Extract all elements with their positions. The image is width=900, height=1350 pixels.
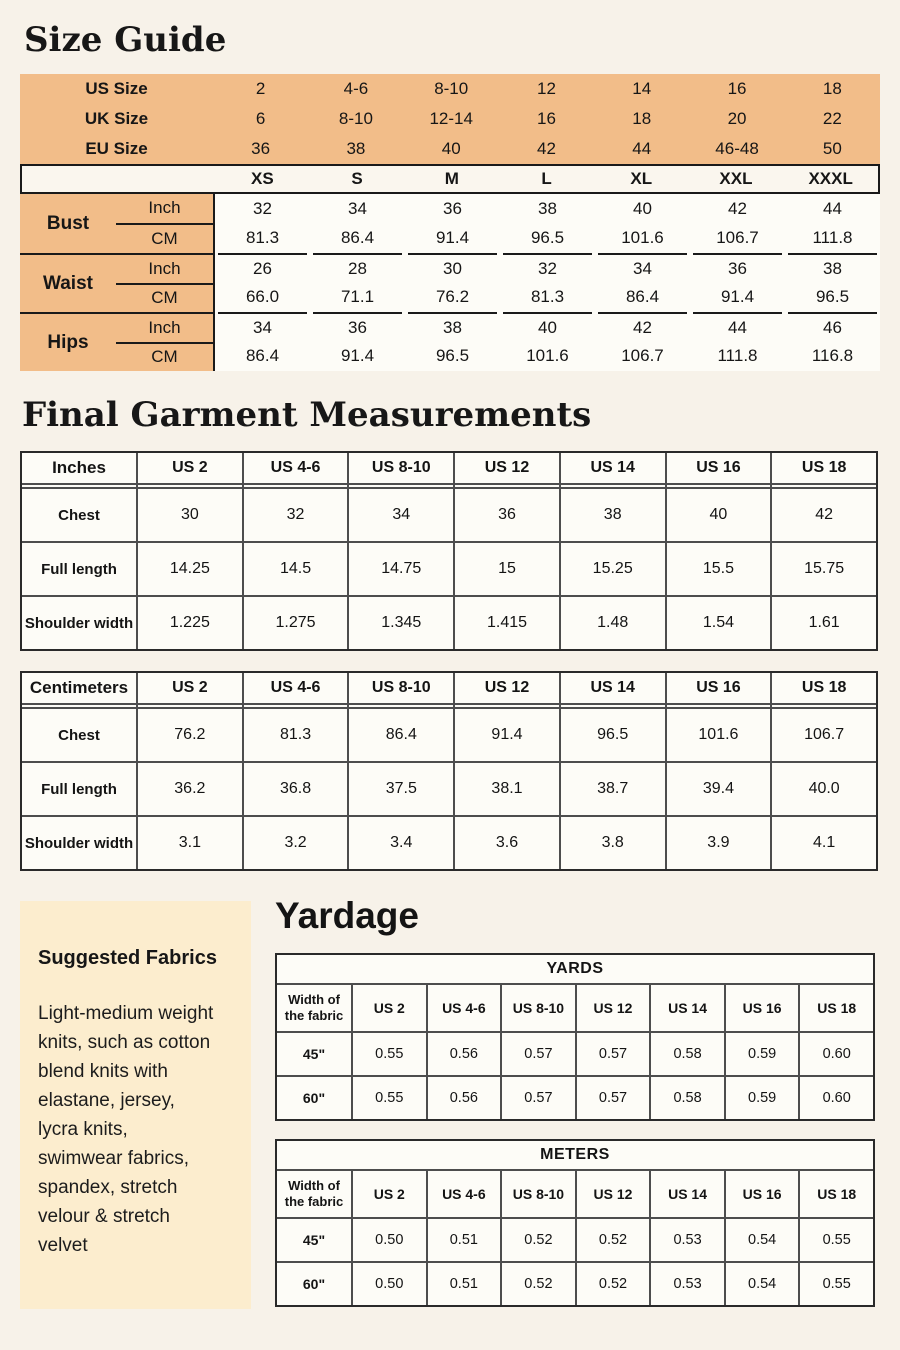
bust-inch-value-3: 38 bbox=[538, 198, 557, 218]
fgm-inches-shoulder-0: 1.225 bbox=[138, 597, 242, 649]
bust-section bbox=[20, 194, 880, 253]
bust-cm-unit-label: CM bbox=[151, 228, 178, 248]
bust-inch-value-6: 44 bbox=[823, 198, 842, 218]
waist-inch-value-3: 32 bbox=[503, 253, 592, 283]
fgm-cm-col-3: US 12 bbox=[455, 673, 559, 703]
meters-45-value-2: 0.52 bbox=[502, 1219, 575, 1261]
fabric-line-8: velvet bbox=[38, 1235, 88, 1256]
waist-cm-unit-label: CM bbox=[151, 288, 178, 308]
fgm-inches-shoulder-label: Shoulder width bbox=[22, 597, 136, 649]
fgm-inches-full-length-6: 15.75 bbox=[772, 543, 876, 595]
us-size-label: US Size bbox=[85, 79, 148, 98]
fabric-line-5: swimwear fabrics, bbox=[38, 1148, 189, 1169]
hips-inch-unit-label: Inch bbox=[116, 314, 213, 344]
yards-col-0: US 2 bbox=[353, 985, 426, 1031]
meters-45-value-4: 0.53 bbox=[651, 1219, 724, 1261]
yardage-column bbox=[275, 895, 875, 1307]
uk-size-value-5: 20 bbox=[727, 109, 747, 128]
fgm-inches-col-5: US 16 bbox=[667, 453, 771, 483]
table-divider-segment bbox=[244, 705, 348, 707]
yards-60-value-3: 0.57 bbox=[577, 1077, 650, 1119]
eu-size-value-6: 50 bbox=[822, 139, 842, 158]
meters-table bbox=[275, 1139, 875, 1307]
fabric-line-6: spandex, stretch bbox=[38, 1177, 178, 1198]
fgm-inches-col-6: US 18 bbox=[772, 453, 876, 483]
eu-size-value-4: 44 bbox=[632, 139, 652, 158]
hips-inch-value-0: 34 bbox=[218, 312, 307, 342]
meters-col-5: US 16 bbox=[726, 1171, 799, 1217]
hips-units bbox=[116, 312, 213, 371]
hips-cm-value-6: 116.8 bbox=[811, 346, 854, 366]
fgm-inches-full-length-4: 15.25 bbox=[561, 543, 665, 595]
bust-inch-value-4: 40 bbox=[633, 198, 652, 218]
waist-label: Waist bbox=[20, 253, 116, 312]
fgm-cm-col-0: US 2 bbox=[138, 673, 242, 703]
meters-60-value-3: 0.52 bbox=[577, 1263, 650, 1305]
hips-inch-row bbox=[215, 312, 880, 342]
meters-col-6: US 18 bbox=[800, 1171, 873, 1217]
fgm-cm-chest-4: 96.5 bbox=[561, 709, 665, 761]
fgm-cm-full-length-2: 37.5 bbox=[349, 763, 453, 815]
fgm-inches-chest-4: 38 bbox=[561, 489, 665, 541]
uk-size-row bbox=[20, 104, 880, 134]
yards-corner: Width of the fabric bbox=[277, 985, 351, 1031]
bust-cm-value-3: 96.5 bbox=[530, 228, 565, 248]
fgm-inches-table bbox=[20, 451, 878, 651]
fgm-cm-shoulder-0: 3.1 bbox=[138, 817, 242, 869]
eu-size-values bbox=[213, 139, 880, 159]
eu-size-value-0: 36 bbox=[251, 139, 271, 158]
fgm-cm-shoulder-1: 3.2 bbox=[244, 817, 348, 869]
fgm-inches-chest-2: 34 bbox=[349, 489, 453, 541]
hips-values bbox=[213, 312, 880, 371]
fgm-inches-chest-5: 40 bbox=[667, 489, 771, 541]
waist-cm-row bbox=[215, 283, 880, 313]
fgm-inches-shoulder-5: 1.54 bbox=[667, 597, 771, 649]
waist-values bbox=[213, 253, 880, 312]
yards-45-value-6: 0.60 bbox=[800, 1033, 873, 1075]
fgm-cm-shoulder-label: Shoulder width bbox=[22, 817, 136, 869]
fgm-inches-full-length-5: 15.5 bbox=[667, 543, 771, 595]
waist-inch-value-0: 26 bbox=[218, 253, 307, 283]
yards-45-value-3: 0.57 bbox=[577, 1033, 650, 1075]
fgm-inches-shoulder-6: 1.61 bbox=[772, 597, 876, 649]
waist-cm-value-3: 81.3 bbox=[530, 287, 565, 307]
table-divider-segment bbox=[667, 705, 771, 707]
yards-45-value-4: 0.58 bbox=[651, 1033, 724, 1075]
fgm-inches-shoulder-3: 1.415 bbox=[455, 597, 559, 649]
meters-corner: Width of the fabric bbox=[277, 1171, 351, 1217]
waist-cm-value-6: 96.5 bbox=[815, 287, 850, 307]
hips-cm-value-4: 106.7 bbox=[621, 346, 664, 366]
fgm-cm-chest-1: 81.3 bbox=[244, 709, 348, 761]
eu-size-row bbox=[20, 134, 880, 164]
fgm-cm-shoulder-2: 3.4 bbox=[349, 817, 453, 869]
uk-size-value-2: 12-14 bbox=[429, 109, 473, 128]
bust-label: Bust bbox=[20, 194, 116, 253]
uk-size-value-4: 18 bbox=[632, 109, 652, 128]
fgm-cm-col-1: US 4-6 bbox=[244, 673, 348, 703]
meters-60-value-5: 0.54 bbox=[726, 1263, 799, 1305]
waist-inch-value-5: 36 bbox=[693, 253, 782, 283]
fgm-inches-chest-3: 36 bbox=[455, 489, 559, 541]
bust-inch-value-0: 32 bbox=[253, 198, 272, 218]
meters-45-value-1: 0.51 bbox=[428, 1219, 501, 1261]
meters-45-value-3: 0.52 bbox=[577, 1219, 650, 1261]
fgm-inches-chest-6: 42 bbox=[772, 489, 876, 541]
fgm-cm-chest-3: 91.4 bbox=[455, 709, 559, 761]
meters-col-1: US 4-6 bbox=[428, 1171, 501, 1217]
size-letter-3: L bbox=[541, 169, 552, 188]
waist-inch-value-6: 38 bbox=[788, 253, 877, 283]
table-divider-segment bbox=[455, 485, 559, 487]
size-letters-values bbox=[215, 169, 878, 189]
yards-60-value-4: 0.58 bbox=[651, 1077, 724, 1119]
yards-col-5: US 16 bbox=[726, 985, 799, 1031]
size-letter-1: S bbox=[351, 169, 363, 188]
meters-60-value-2: 0.52 bbox=[502, 1263, 575, 1305]
fgm-cm-chest-5: 101.6 bbox=[667, 709, 771, 761]
meters-60-value-1: 0.51 bbox=[428, 1263, 501, 1305]
fgm-cm-col-5: US 16 bbox=[667, 673, 771, 703]
meters-col-3: US 12 bbox=[577, 1171, 650, 1217]
fgm-inches-chest-1: 32 bbox=[244, 489, 348, 541]
bust-inch-unit-label: Inch bbox=[116, 194, 213, 225]
waist-inch-value-1: 28 bbox=[313, 253, 402, 283]
us-size-value-5: 16 bbox=[727, 79, 747, 98]
size-letters-row bbox=[20, 164, 880, 194]
fabric-line-4: lycra knits, bbox=[38, 1119, 128, 1140]
fgm-inches-full-length-0: 14.25 bbox=[138, 543, 242, 595]
bust-cm-value-5: 106.7 bbox=[716, 228, 759, 248]
waist-cm-value-5: 91.4 bbox=[720, 287, 755, 307]
fgm-inches-full-length-label: Full length bbox=[22, 543, 136, 595]
fabric-line-7: velour & stretch bbox=[38, 1206, 170, 1227]
fabric-line-1: knits, such as cotton bbox=[38, 1032, 211, 1053]
yards-60-value-6: 0.60 bbox=[800, 1077, 873, 1119]
fgm-cm-chest-label: Chest bbox=[22, 709, 136, 761]
hips-cm-row bbox=[215, 342, 880, 372]
waist-cm-value-4: 86.4 bbox=[625, 287, 660, 307]
fgm-cm-chest-2: 86.4 bbox=[349, 709, 453, 761]
table-divider-segment bbox=[349, 485, 453, 487]
uk-size-value-3: 16 bbox=[537, 109, 556, 128]
us-size-value-0: 2 bbox=[255, 79, 266, 98]
uk-size-value-1: 8-10 bbox=[338, 109, 373, 128]
page-title: Size Guide bbox=[24, 20, 227, 60]
suggested-fabrics-text bbox=[38, 999, 237, 1260]
fgm-inches-shoulder-2: 1.345 bbox=[349, 597, 453, 649]
fgm-cm-full-length-5: 39.4 bbox=[667, 763, 771, 815]
fgm-cm-chest-6: 106.7 bbox=[772, 709, 876, 761]
fgm-cm-full-length-3: 38.1 bbox=[455, 763, 559, 815]
fgm-cm-full-length-0: 36.2 bbox=[138, 763, 242, 815]
eu-size-value-1: 38 bbox=[346, 139, 366, 158]
uk-size-values bbox=[213, 109, 880, 129]
meters-col-2: US 8-10 bbox=[502, 1171, 575, 1217]
yards-45-value-1: 0.56 bbox=[428, 1033, 501, 1075]
fgm-inches-col-0: US 2 bbox=[138, 453, 242, 483]
meters-60-value-0: 0.50 bbox=[353, 1263, 426, 1305]
waist-section bbox=[20, 253, 880, 312]
uk-size-label: UK Size bbox=[84, 109, 149, 128]
fgm-inches-col-4: US 14 bbox=[561, 453, 665, 483]
us-size-row bbox=[20, 74, 880, 104]
size-letter-0: XS bbox=[251, 169, 274, 188]
bust-cm-value-4: 101.6 bbox=[621, 228, 664, 248]
fgm-cm-full-length-label: Full length bbox=[22, 763, 136, 815]
fgm-cm-col-2: US 8-10 bbox=[349, 673, 453, 703]
bottom-section bbox=[20, 895, 880, 1309]
hips-cm-value-1: 91.4 bbox=[340, 346, 375, 366]
fgm-inches-shoulder-4: 1.48 bbox=[561, 597, 665, 649]
bust-cm-value-2: 91.4 bbox=[435, 228, 470, 248]
fgm-inches-full-length-2: 14.75 bbox=[349, 543, 453, 595]
table-divider-segment bbox=[561, 705, 665, 707]
meters-60-value-4: 0.53 bbox=[651, 1263, 724, 1305]
table-divider-segment bbox=[138, 705, 242, 707]
fgm-cm-full-length-6: 40.0 bbox=[772, 763, 876, 815]
fgm-inches-col-3: US 12 bbox=[455, 453, 559, 483]
fgm-inches-chest-label: Chest bbox=[22, 489, 136, 541]
bust-values bbox=[213, 194, 880, 253]
yards-45-label: 45" bbox=[277, 1033, 351, 1075]
bust-units bbox=[116, 194, 213, 253]
hips-inch-value-3: 40 bbox=[503, 312, 592, 342]
meters-60-label: 60" bbox=[277, 1263, 351, 1305]
bust-cm-row bbox=[215, 224, 880, 254]
fgm-inches-full-length-1: 14.5 bbox=[244, 543, 348, 595]
fgm-cm-full-length-1: 36.8 bbox=[244, 763, 348, 815]
eu-size-value-5: 46-48 bbox=[715, 139, 759, 158]
size-letter-4: XL bbox=[630, 169, 653, 188]
waist-cm-value-0: 66.0 bbox=[245, 287, 280, 307]
us-size-value-1: 4-6 bbox=[343, 79, 369, 98]
fgm-cm-shoulder-6: 4.1 bbox=[772, 817, 876, 869]
bust-cm-value-1: 86.4 bbox=[340, 228, 375, 248]
meters-45-value-5: 0.54 bbox=[726, 1219, 799, 1261]
yards-45-value-2: 0.57 bbox=[502, 1033, 575, 1075]
table-divider-segment bbox=[22, 485, 136, 487]
hips-cm-value-0: 86.4 bbox=[245, 346, 280, 366]
table-divider-segment bbox=[772, 705, 876, 707]
fgm-inches-shoulder-1: 1.275 bbox=[244, 597, 348, 649]
table-divider-segment bbox=[772, 485, 876, 487]
size-letter-2: M bbox=[444, 169, 459, 188]
fgm-inches-chest-0: 30 bbox=[138, 489, 242, 541]
us-size-values bbox=[213, 79, 880, 99]
yards-60-value-0: 0.55 bbox=[353, 1077, 426, 1119]
body-measurements-block bbox=[20, 194, 880, 371]
waist-inch-value-2: 30 bbox=[408, 253, 497, 283]
table-divider-segment bbox=[667, 485, 771, 487]
uk-size-value-6: 22 bbox=[822, 109, 842, 128]
yards-col-3: US 12 bbox=[577, 985, 650, 1031]
size-conversion-table bbox=[20, 74, 880, 371]
us-size-value-6: 18 bbox=[822, 79, 842, 98]
fgm-inches-col-2: US 8-10 bbox=[349, 453, 453, 483]
fgm-inches-col-1: US 4-6 bbox=[244, 453, 348, 483]
table-divider-segment bbox=[561, 485, 665, 487]
meters-45-label: 45" bbox=[277, 1219, 351, 1261]
suggested-fabrics-heading: Suggested Fabrics bbox=[38, 947, 217, 969]
hips-cm-unit-label: CM bbox=[151, 347, 178, 367]
hips-inch-value-4: 42 bbox=[598, 312, 687, 342]
table-divider-segment bbox=[244, 485, 348, 487]
fgm-cm-chest-0: 76.2 bbox=[138, 709, 242, 761]
us-size-value-2: 8-10 bbox=[434, 79, 469, 98]
waist-inch-value-4: 34 bbox=[598, 253, 687, 283]
eu-size-value-3: 42 bbox=[537, 139, 556, 158]
fgm-inches-full-length-3: 15 bbox=[455, 543, 559, 595]
fgm-cm-shoulder-3: 3.6 bbox=[455, 817, 559, 869]
bust-cm-value-0: 81.3 bbox=[245, 228, 280, 248]
yardage-title: Yardage bbox=[275, 895, 419, 936]
yards-col-6: US 18 bbox=[800, 985, 873, 1031]
yards-60-label: 60" bbox=[277, 1077, 351, 1119]
fgm-cm-shoulder-5: 3.9 bbox=[667, 817, 771, 869]
hips-cm-value-2: 96.5 bbox=[435, 346, 470, 366]
table-divider-segment bbox=[455, 705, 559, 707]
hips-label: Hips bbox=[20, 312, 116, 371]
table-divider-segment bbox=[22, 705, 136, 707]
eu-size-label: EU Size bbox=[85, 139, 148, 158]
fgm-cm-full-length-4: 38.7 bbox=[561, 763, 665, 815]
hips-inch-value-1: 36 bbox=[313, 312, 402, 342]
yards-60-value-1: 0.56 bbox=[428, 1077, 501, 1119]
table-divider-segment bbox=[138, 485, 242, 487]
yards-col-4: US 14 bbox=[651, 985, 724, 1031]
fgm-cm-corner: Centimeters bbox=[22, 673, 136, 703]
eu-size-value-2: 40 bbox=[441, 139, 461, 158]
hips-cm-value-3: 101.6 bbox=[526, 346, 569, 366]
meters-col-0: US 2 bbox=[353, 1171, 426, 1217]
fabric-line-3: elastane, jersey, bbox=[38, 1090, 175, 1111]
hips-section bbox=[20, 312, 880, 371]
waist-inch-row bbox=[215, 253, 880, 283]
waist-inch-unit-label: Inch bbox=[116, 255, 213, 285]
waist-cm-value-2: 76.2 bbox=[435, 287, 470, 307]
size-letter-5: XXL bbox=[719, 169, 753, 188]
fabric-line-0: Light-medium weight bbox=[38, 1003, 214, 1024]
waist-units bbox=[116, 253, 213, 312]
table-divider-segment bbox=[349, 705, 453, 707]
meters-60-value-6: 0.55 bbox=[800, 1263, 873, 1305]
yards-col-1: US 4-6 bbox=[428, 985, 501, 1031]
yards-col-2: US 8-10 bbox=[502, 985, 575, 1031]
us-size-value-4: 14 bbox=[632, 79, 652, 98]
fgm-centimeters-table bbox=[20, 671, 878, 871]
fgm-cm-shoulder-4: 3.8 bbox=[561, 817, 665, 869]
fgm-inches-corner: Inches bbox=[22, 453, 136, 483]
yards-table-title: YARDS bbox=[277, 955, 873, 983]
meters-table-title: METERS bbox=[277, 1141, 873, 1169]
waist-cm-value-1: 71.1 bbox=[340, 287, 375, 307]
bust-inch-row bbox=[215, 194, 880, 224]
meters-col-4: US 14 bbox=[651, 1171, 724, 1217]
hips-cm-value-5: 111.8 bbox=[717, 346, 758, 366]
fabric-line-2: blend knits with bbox=[38, 1061, 168, 1082]
bust-inch-value-5: 42 bbox=[728, 198, 747, 218]
hips-inch-value-2: 38 bbox=[408, 312, 497, 342]
meters-45-value-0: 0.50 bbox=[353, 1219, 426, 1261]
hips-inch-value-6: 46 bbox=[788, 312, 877, 342]
hips-inch-value-5: 44 bbox=[693, 312, 782, 342]
yards-45-value-0: 0.55 bbox=[353, 1033, 426, 1075]
suggested-fabrics-panel bbox=[20, 901, 251, 1309]
fgm-title: Final Garment Measurements bbox=[22, 395, 592, 435]
yards-table bbox=[275, 953, 875, 1121]
yards-60-value-5: 0.59 bbox=[726, 1077, 799, 1119]
fgm-cm-col-4: US 14 bbox=[561, 673, 665, 703]
bust-inch-value-2: 36 bbox=[443, 198, 462, 218]
fgm-cm-col-6: US 18 bbox=[772, 673, 876, 703]
size-systems-block bbox=[20, 74, 880, 164]
yards-60-value-2: 0.57 bbox=[502, 1077, 575, 1119]
bust-cm-value-6: 111.8 bbox=[812, 228, 853, 248]
size-letter-6: XXXL bbox=[808, 169, 853, 188]
uk-size-value-0: 6 bbox=[255, 109, 266, 128]
yards-45-value-5: 0.59 bbox=[726, 1033, 799, 1075]
meters-45-value-6: 0.55 bbox=[800, 1219, 873, 1261]
bust-inch-value-1: 34 bbox=[348, 198, 367, 218]
us-size-value-3: 12 bbox=[537, 79, 556, 98]
